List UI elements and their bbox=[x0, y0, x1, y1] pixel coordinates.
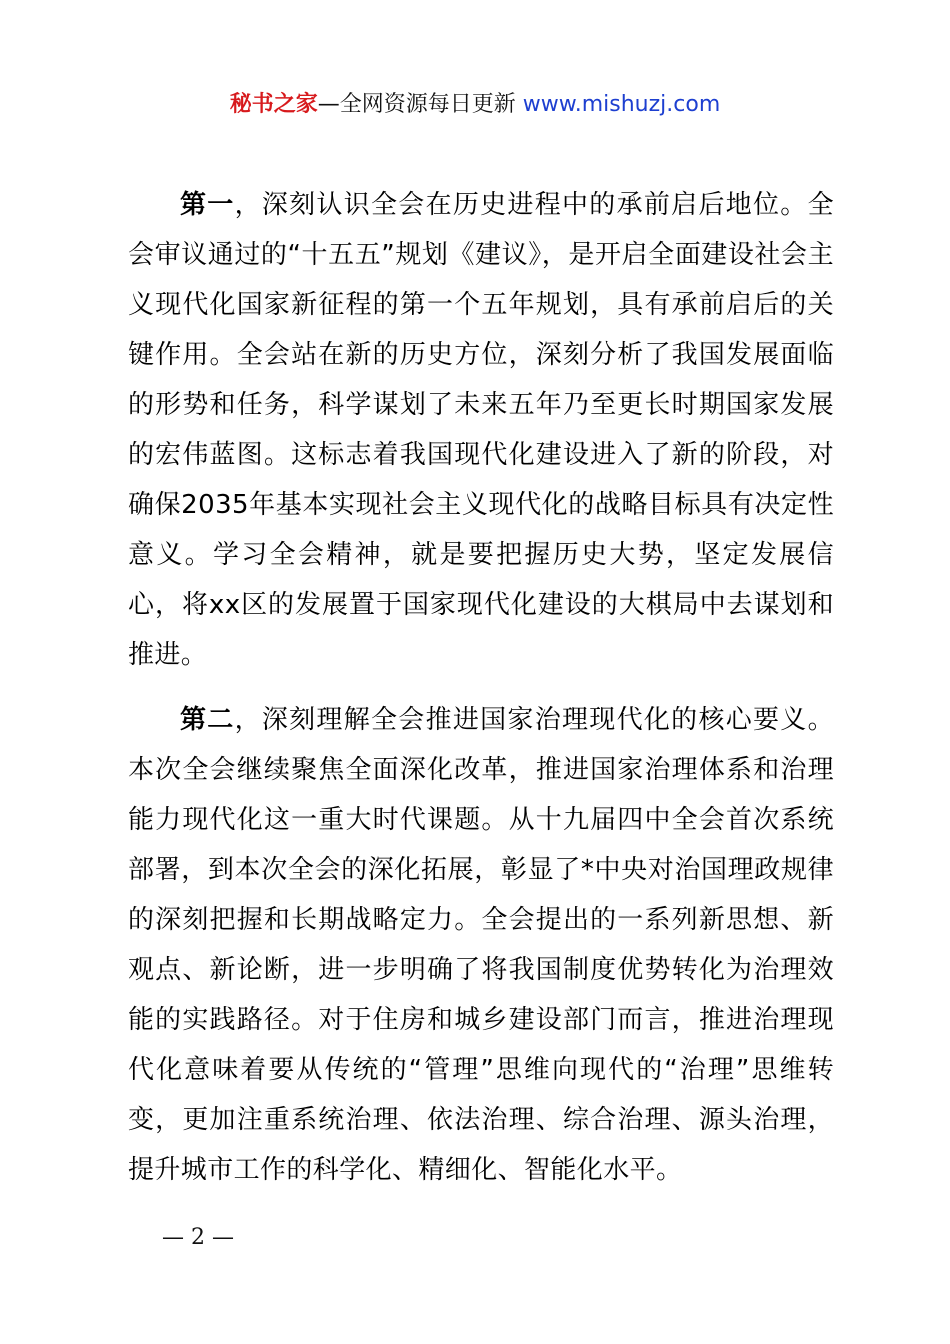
page-number: — 2 — bbox=[162, 1225, 234, 1250]
paragraph-text: ，深刻认识全会在历史进程中的承前启后地位。全会审议通过的“十五五”规划《建议》，是开启全面建设社会主义现代化国家新征程的第一个五年规划，具有承前启后的关键作用。全会站在新的历史方位，深刻分析了我国发展面临的形势和任务，科学谋划了未来五年乃至更长时期国家发展的宏伟蓝图。这标志着我国现代化建设进入了新的阶段，对确保2035年基本实现社会主义现代化的战略目标具有决定性意义。学习全会精神，就是要把握历史大势，坚定发展信心，将xx区的发展置于国家现代化建设的大棋局中去谋划和推进。 bbox=[128, 190, 834, 670]
paragraph-lead: 第一 bbox=[180, 190, 235, 220]
site-header bbox=[0, 88, 950, 122]
paragraph-lead: 第二 bbox=[180, 705, 235, 735]
document-body bbox=[128, 180, 834, 1210]
paragraph-text: ，深刻理解全会推进国家治理现代化的核心要义。本次全会继续聚焦全面深化改革，推进国家治理体系和治理能力现代化这一重大时代课题。从十九届四中全会首次系统部署，到本次全会的深化拓展，彰显了*中央对治国理政规律的深刻把握和长期战略定力。全会提出的一系列新思想、新观点、新论断，进一步明确了将我国制度优势转化为治理效能的实践路径。对于住房和城乡建设部门而言，推进治理现代化意味着要从传统的“管理”思维向现代的“治理”思维转变，更加注重系统治理、依法治理、综合治理、源头治理，提升城市工作的科学化、精细化、智能化水平。 bbox=[128, 705, 834, 1185]
brand-name: 秘书之家 bbox=[229, 92, 318, 117]
paragraph-first bbox=[128, 180, 834, 680]
site-url-link[interactable]: www.mishuzj.com bbox=[522, 92, 721, 117]
paragraph-second bbox=[128, 695, 834, 1195]
header-tagline: —全网资源每日更新 bbox=[317, 92, 523, 117]
